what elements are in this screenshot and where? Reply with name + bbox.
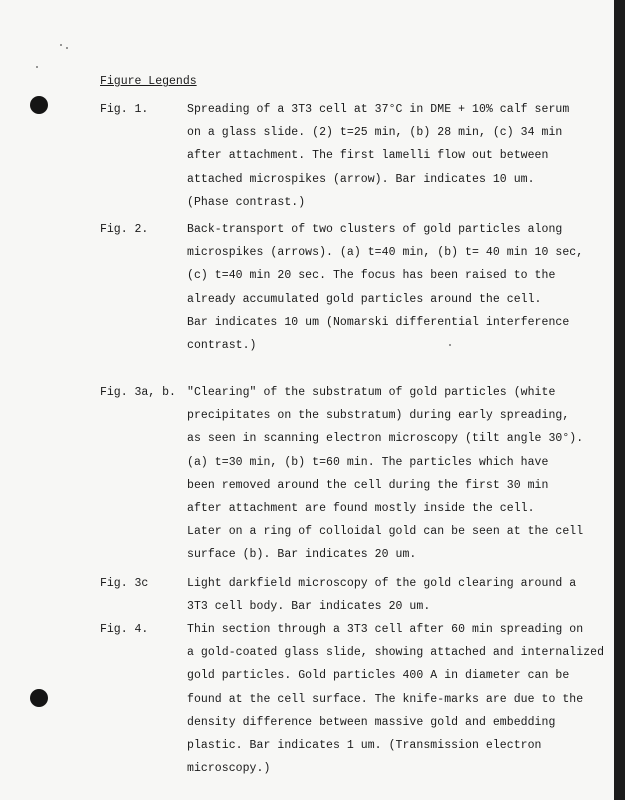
legend-text-line: Light darkfield microscopy of the gold clearing around a	[187, 577, 577, 590]
legend-label: Fig. 3c	[100, 577, 149, 590]
legend-label: Fig. 2.	[100, 223, 149, 236]
figure-legends-heading: Figure Legends	[100, 75, 197, 88]
paper-speck	[66, 47, 68, 49]
legend-text-line: as seen in scanning electron microscopy (tilt angle 30°).	[187, 432, 584, 446]
legend-text-line: (Phase contrast.)	[187, 195, 306, 209]
legend-text-line: Thin section through a 3T3 cell after 60 min spreading on	[187, 623, 584, 636]
punch-hole	[30, 96, 48, 114]
legend-text-line: been removed around the cell during the first 30 min	[187, 478, 549, 492]
paper-speck	[449, 344, 451, 346]
legend-text-line: (a) t=30 min, (b) t=60 min. The particles which have	[187, 455, 549, 469]
legend-text-line: attached microspikes (arrow). Bar indicates 10 um.	[187, 172, 535, 186]
legend-text-line: contrast.)	[187, 339, 257, 352]
legend-text-line: already accumulated gold particles around the cell.	[187, 292, 542, 306]
legend-text-line: density difference between massive gold and embedding	[187, 715, 556, 729]
legend-text-line: Spreading of a 3T3 cell at 37°C in DME + 10% calf serum	[187, 103, 570, 116]
legend-label: Fig. 3a, b.	[100, 386, 176, 399]
punch-hole	[30, 689, 48, 707]
legend-text-line: after attachment are found mostly inside the cell.	[187, 502, 535, 515]
legend-text-line: microscopy.)	[187, 762, 271, 776]
legend-text-line: (c) t=40 min 20 sec. The focus has been raised to the	[187, 269, 556, 283]
legend-text-line: surface (b). Bar indicates 20 um.	[187, 548, 417, 562]
legend-text-line: on a glass slide. (2) t=25 min, (b) 28 min, (c) 34 min	[187, 126, 563, 140]
legend-text-line: plastic. Bar indicates 1 um. (Transmission electron	[187, 739, 542, 752]
legend-text-line: microspikes (arrows). (a) t=40 min, (b) t= 40 min 10 sec,	[187, 246, 584, 260]
paper-speck	[60, 44, 62, 46]
legend-text-line: "Clearing" of the substratum of gold particles (white	[187, 386, 556, 399]
legend-label: Fig. 1.	[100, 103, 149, 116]
legend-text-line: found at the cell surface. The knife-marks are due to the	[187, 692, 584, 706]
legend-text-line: Bar indicates 10 um (Nomarski differential interference	[187, 315, 570, 329]
legend-text-line: Later on a ring of colloidal gold can be seen at the cell	[187, 525, 584, 539]
scan-background-edge	[614, 0, 625, 800]
legend-text-line: a gold-coated glass slide, showing attached and internalized	[187, 646, 605, 660]
legend-text-line: precipitates on the substratum) during early spreading,	[187, 409, 570, 423]
legend-text-line: after attachment. The first lamelli flow out between	[187, 149, 549, 163]
legend-label: Fig. 4.	[100, 623, 149, 636]
legend-text-line: gold particles. Gold particles 400 A in diameter can be	[187, 669, 570, 683]
legend-text-line: Back-transport of two clusters of gold particles along	[187, 223, 563, 236]
legend-text-line: 3T3 cell body. Bar indicates 20 um.	[187, 600, 431, 614]
paper-speck	[36, 66, 38, 68]
